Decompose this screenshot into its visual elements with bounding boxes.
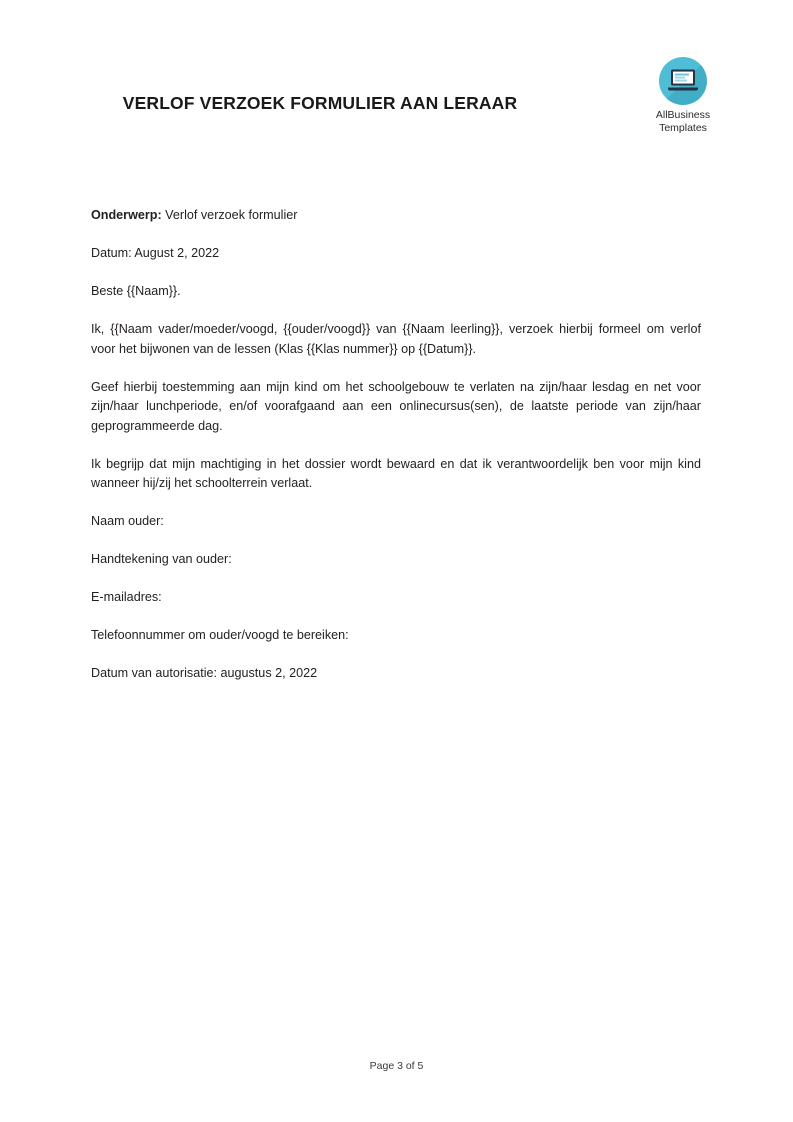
page-title: VERLOF VERZOEK FORMULIER AAN LERAAR — [122, 93, 518, 113]
screen-line — [675, 74, 689, 76]
screen-line — [675, 80, 687, 82]
logo-circle — [659, 57, 707, 105]
document-body — [91, 206, 701, 702]
subject-line — [91, 206, 701, 226]
logo-wordmark-line2: Templates — [659, 121, 707, 134]
laptop-screen-content — [673, 72, 693, 84]
date-line: Datum: August 2, 2022 — [91, 246, 220, 260]
field-authorization-date: Datum van autorisatie: augustus 2, 2022 — [91, 666, 318, 680]
subject-value: Verlof verzoek formulier — [161, 208, 298, 222]
logo-wordmark — [645, 109, 721, 134]
logo-wordmark-line1: AllBusiness — [655, 109, 711, 121]
field-parent-name: Naam ouder: — [91, 514, 164, 528]
salutation-line: Beste {{Naam}}. — [91, 284, 181, 298]
document-header — [0, 0, 793, 170]
laptop-screen — [671, 70, 695, 86]
brand-logo — [645, 57, 721, 140]
subject-label: Onderwerp: — [91, 208, 162, 222]
laptop-base — [668, 88, 698, 91]
field-email: E-mailadres: — [91, 590, 162, 604]
page-footer: Page 3 of 5 — [369, 1060, 424, 1072]
screen-line — [675, 77, 685, 79]
field-phone: Telefoonnummer om ouder/voogd te bereiken: — [91, 628, 349, 642]
paragraph-understanding: Ik begrijp dat mijn machtiging in het dossier wordt bewaard en dat ik verantwoordelijk ben voor mijn kind wanneer hij/zij het schoolterrein verlaat. — [91, 456, 701, 490]
field-parent-signature: Handtekening van ouder: — [91, 552, 232, 566]
laptop-document-icon — [668, 70, 698, 92]
paragraph-permission: Geef hierbij toestemming aan mijn kind om het schoolgebouw te verlaten na zijn/haar lesdag en net voor zijn/haar lunchperiode, en/of voorafgaand aan een onlinecursus(sen), de laatste periode van zijn/haar geprogrammeerde dag. — [91, 379, 701, 433]
paragraph-request: Ik, {{Naam vader/moeder/voogd, {{ouder/voogd}} van {{Naam leerling}}, verzoek hierbij formeel om verlof voor het bijwonen van de lessen (Klas {{Klas nummer}} op {{Datum}}. — [91, 322, 701, 356]
